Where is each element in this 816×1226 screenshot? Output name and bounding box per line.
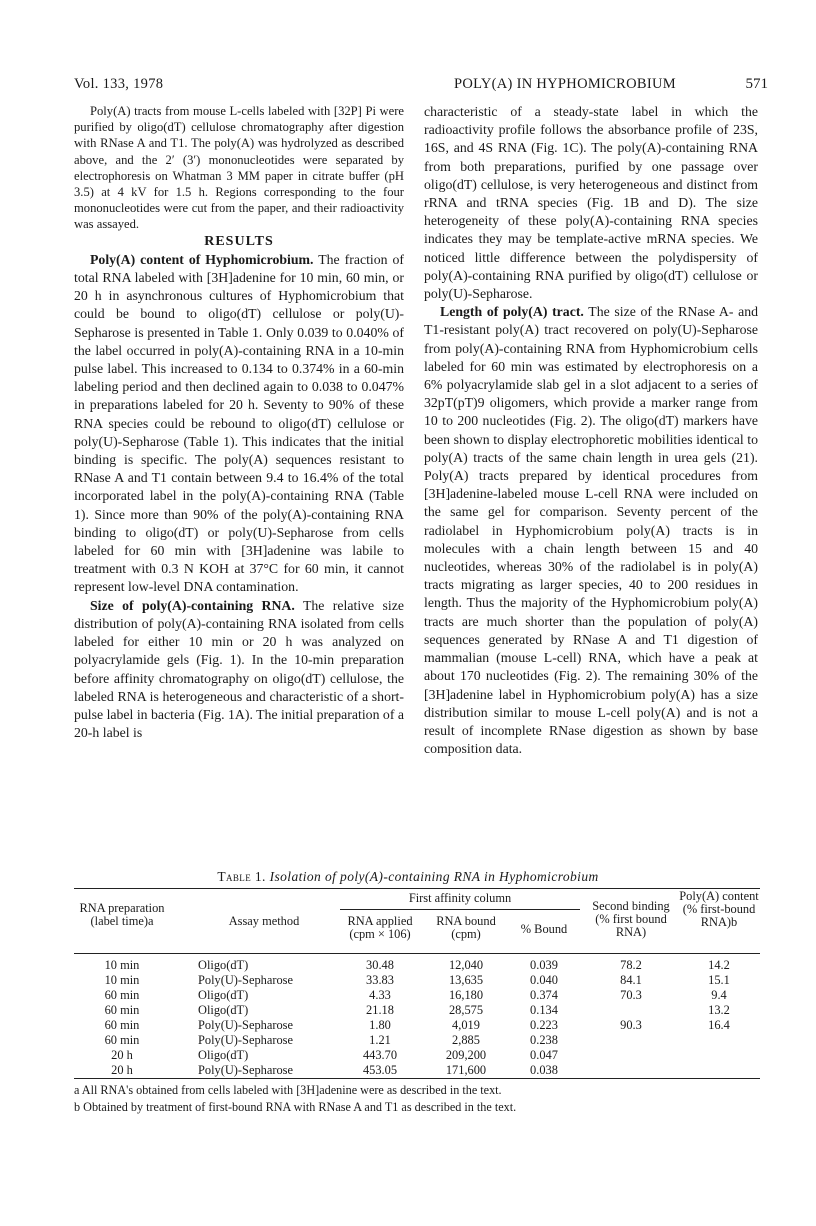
- cell-polya: 16.4: [708, 1018, 730, 1032]
- header-prep: RNA preparation (label time)a: [79, 901, 165, 928]
- running-header: [74, 76, 768, 98]
- cell-bound: 209,200: [445, 1048, 487, 1062]
- cell-bound: 2,885: [452, 1033, 480, 1047]
- cell-bound: 28,575: [448, 1003, 484, 1017]
- cell-method: Oligo(dT): [198, 988, 249, 1002]
- cell-pct: 0.038: [530, 1063, 558, 1077]
- cell-applied: 4.33: [369, 988, 391, 1002]
- cell-polya: 13.2: [708, 1003, 730, 1017]
- rna-size-body: The relative size distribution of poly(A)-containing RNA isolated from cells labeled for either 10 min or 20 h was analyzed on polyacrylamide gels (Fig. 1). In the 10-min preparation before affinity chromatography on oligo(dT) cellulose, the labeled RNA is heterogeneous and characteristic of a short-pulse label in bacteria (Fig. 1A). The initial preparation of a 20-h label is: [74, 597, 404, 741]
- cell-prep: 60 min: [104, 1018, 140, 1032]
- cell-prep: 60 min: [104, 1003, 140, 1017]
- cell-bound: 13,635: [448, 973, 484, 987]
- running-title: POLY(A) IN HYPHOMICROBIUM: [454, 76, 676, 92]
- cell-method: Poly(U)-Sepharose: [198, 1018, 293, 1032]
- header-second-binding: Second binding (% first bound RNA): [592, 899, 670, 939]
- cell-method: Poly(U)-Sepharose: [198, 1063, 293, 1077]
- cell-pct: 0.374: [530, 988, 558, 1002]
- cell-method: Poly(U)-Sepharose: [198, 1033, 293, 1047]
- cell-polya: 9.4: [711, 988, 727, 1002]
- cell-applied: 443.70: [362, 1048, 398, 1062]
- cell-second: 84.1: [620, 973, 642, 987]
- cell-second: 78.2: [620, 958, 642, 972]
- cell-polya: 15.1: [708, 973, 730, 987]
- cell-pct: 0.238: [530, 1033, 558, 1047]
- cell-bound: 16,180: [448, 988, 484, 1002]
- cell-pct: 0.134: [530, 1003, 558, 1017]
- right-column: [424, 103, 758, 758]
- cell-applied: 30.48: [366, 958, 394, 972]
- poly-a-content-heading: Poly(A) content of Hyphomicrobium.: [90, 251, 314, 267]
- table-label: Table 1.: [217, 869, 266, 884]
- cell-prep: 10 min: [104, 973, 140, 987]
- cell-pct: 0.047: [530, 1048, 558, 1062]
- left-column: [74, 103, 404, 742]
- rna-size-continued: characteristic of a steady-state label in which the radioactivity profile follows the absorbance profile of 23S, 16S, and 4S RNA (Fig. 1C). The poly(A)-containing RNA from both preparations, purified by one passage over oligo(dT) cellulose, is very heterogeneous and distinct from rRNA and tRNA species (Fig. 1B and D). The size heterogeneity of these poly(A)-containing RNA species indicates they may be template-active mRNA species. We noticed little difference between the polydispersity of poly(A)-containing RNA purified by oligo(dT) cellulose or poly(U)-Sepharose.: [424, 104, 758, 302]
- header-bottom-rule: [74, 953, 760, 954]
- cell-method: Oligo(dT): [198, 1048, 249, 1062]
- poly-a-content-body: The fraction of total RNA labeled with [3H]adenine for 10 min, 60 min, or 20 h in asynchronous cultures of Hyphomicrobium that could be bound to oligo(dT) cellulose or poly(U)-Sepharose is presented in Table 1. Only 0.039 to 0.040% of the label occurred in poly(A)-containing RNA in a 10-min pulse label. This increased to 0.134 to 0.374% in a 60-min labeling period and then declined again to 0.038 to 0.047% in preparations labeled for 20 h. Seventy to 90% of these RNA species could be rebound to oligo(dT) cellulose or poly(U)-Sepharose (Table 1). This indicates that the initial binding is specific. The poly(A) sequences resistant to RNase A and T1 contain between 9.4 to 16.4% of the total incorporated label in the poly(A)-containing RNA (Table 1). Since more than 90% of the poly(A)-containing RNA binding to oligo(dT) or poly(U)-Sepharose from cells labeled for 60 min with [3H]adenine was labile to treatment with 0.3 N KOH at 37°C for 60 min, it cannot represent low-level DNA contamination.: [74, 251, 404, 595]
- cell-pct: 0.040: [530, 973, 558, 987]
- methods-paragraph: Poly(A) tracts from mouse L-cells labeled with [32P] Pi were purified by oligo(dT) cellulose chromatography after digestion with RNase A and T1. The poly(A) was hydrolyzed as described above, and the 2′ (3′) mononucleotides were separated by electrophoresis on Whatman 3 MM paper in citrate buffer (pH 3.5) at 4 kV for 1.5 h. Regions corresponding to the four mononucleotides were cut from the paper, and their radioactivity was assayed.: [74, 104, 404, 232]
- cell-applied: 1.80: [369, 1018, 391, 1032]
- results-heading: RESULTS: [204, 233, 274, 249]
- table-caption: [0, 869, 816, 885]
- rna-size-heading: Size of poly(A)-containing RNA.: [90, 597, 295, 613]
- tract-length-paragraph: [424, 303, 758, 758]
- cell-bound: 12,040: [448, 958, 484, 972]
- cell-bound: 171,600: [445, 1063, 487, 1077]
- table-title: Isolation of poly(A)-containing RNA in Hyphomicrobium: [269, 869, 599, 884]
- cell-pct: 0.039: [530, 958, 558, 972]
- header-method: Assay method: [228, 914, 300, 928]
- group-rule: [340, 909, 580, 910]
- cell-prep: 60 min: [104, 1033, 140, 1047]
- page-number: 571: [745, 76, 768, 92]
- table-bottom-rule: [74, 1078, 760, 1079]
- tract-length-heading: Length of poly(A) tract.: [440, 304, 584, 320]
- header-rna-bound: RNA bound (cpm): [436, 914, 496, 941]
- cell-polya: 14.2: [708, 958, 730, 972]
- header-first-affinity: First affinity column: [408, 891, 512, 905]
- table-top-rule: [74, 888, 760, 889]
- cell-prep: 10 min: [104, 958, 140, 972]
- cell-applied: 33.83: [366, 973, 394, 987]
- cell-method: Oligo(dT): [198, 958, 249, 972]
- cell-method: Oligo(dT): [198, 1003, 249, 1017]
- cell-bound: 4,019: [452, 1018, 480, 1032]
- journal-volume: Vol. 133, 1978: [74, 76, 164, 92]
- cell-prep: 20 h: [111, 1048, 133, 1062]
- tract-length-body: The size of the RNase A- and T1-resistant poly(A) tract recovered on poly(U)-Sepharose from poly(A)-containing RNA from Hyphomicrobium cells labeled for 60 min was estimated by electrophoresis on a 6% polyacrylamide slab gel in a slot adjacent to a series of 32pT(pT)9 oligomers, which provide a marker range from 10 to 200 nucleotides (Fig. 2). The oligo(dT) markers have been shown to display electrophoretic mobilities identical to poly(A) tracts of the same chain length in urea gels (21). Poly(A) tracts prepared by identical procedures from [3H]adenine-labeled mouse L-cell RNA were included on the same gel for comparison. Seventy percent of the radiolabel in Hyphomicrobium poly(A) tracts is in molecules with a chain length between 15 and 40 nucleotides, whereas 30% of the radiolabel is in poly(A) tracts migrating as larger species, 40 to 200 residues in length. Thus the majority of the Hyphomicrobium poly(A) tracts are much shorter than the population of poly(A) sequences generated by RNase A and T1 digestion of mammalian (mouse L-cell) RNA, which have a peak at about 170 nucleotides (Fig. 2). The remaining 30% of the [3H]adenine label in Hyphomicrobium poly(A) has a size distribution similar to mouse L-cell poly(A) and is not a result of incomplete RNase digestion as shown by base composition data.: [424, 304, 758, 757]
- footnote-b: b Obtained by treatment of first-bound RNA with RNase A and T1 as described in the text.: [74, 1100, 517, 1114]
- poly-a-content-paragraph: [74, 251, 404, 597]
- cell-applied: 21.18: [366, 1003, 394, 1017]
- cell-applied: 453.05: [362, 1063, 398, 1077]
- header-pct-bound: % Bound: [520, 922, 568, 936]
- cell-prep: 60 min: [104, 988, 140, 1002]
- rna-size-paragraph: [74, 597, 404, 743]
- cell-pct: 0.223: [530, 1018, 558, 1032]
- cell-prep: 20 h: [111, 1063, 133, 1077]
- header-poly-a-content: Poly(A) content (% first-bound RNA)b: [679, 889, 759, 929]
- cell-applied: 1.21: [369, 1033, 391, 1047]
- header-rna-applied: RNA applied (cpm × 106): [347, 914, 413, 941]
- cell-second: 70.3: [620, 988, 642, 1002]
- cell-second: 90.3: [620, 1018, 642, 1032]
- footnote-a: a All RNA's obtained from cells labeled with [3H]adenine were as described in the text.: [74, 1083, 502, 1097]
- cell-method: Poly(U)-Sepharose: [198, 973, 293, 987]
